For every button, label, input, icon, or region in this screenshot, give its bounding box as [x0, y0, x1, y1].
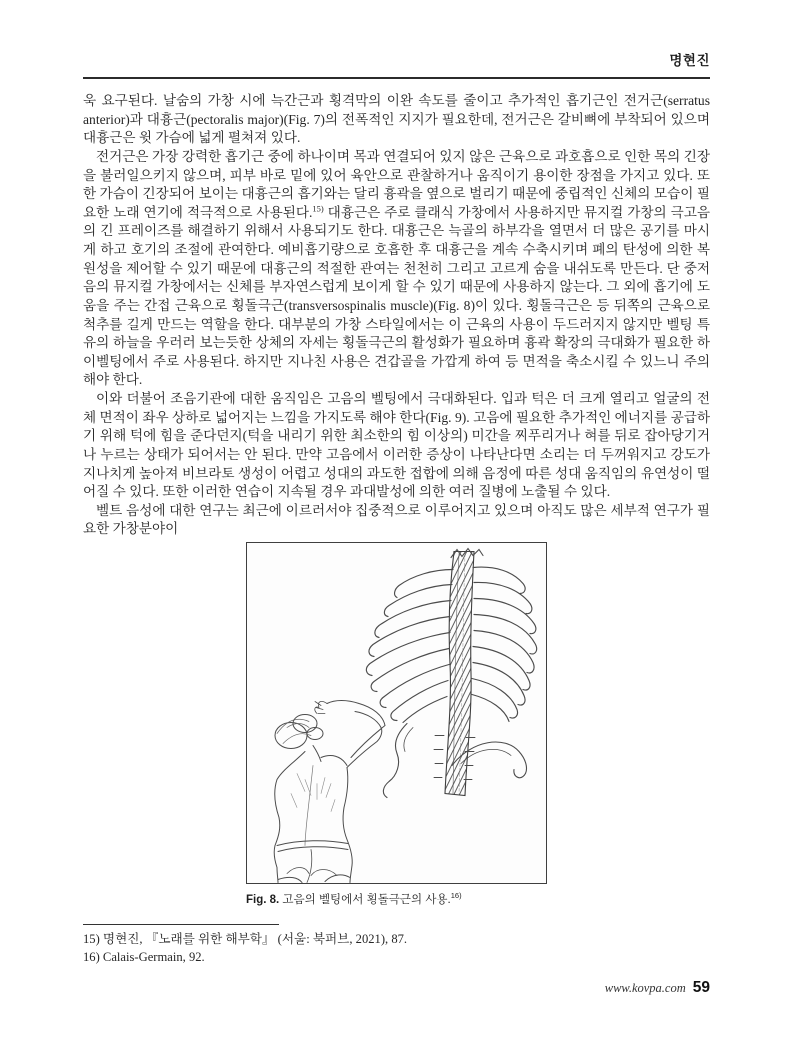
footnote-ref: 15) — [312, 203, 324, 214]
footnote-separator — [83, 924, 279, 925]
footer-website: www.kovpa.com — [604, 981, 686, 995]
footnote: 16) Calais-Germain, 92. — [83, 950, 205, 965]
figure-box — [246, 542, 547, 884]
paragraph: 욱 요구된다. 날숨의 가창 시에 늑간근과 횡격막의 이완 속도를 줄이고 추가적인 흡기근인 전거근(serratus anterior)과 대흉근(pectoralis major)(Fig. 7)의 전폭적인 지지가 필요한데, 전거근은 갈비뼈에 부착되어 있으며 대흉근은 윗 가슴에 넓게 펼쳐져 있다. — [83, 93, 710, 146]
footnotes — [83, 930, 623, 967]
footnote: 15) 명현진, 『노래를 위한 해부학』 (서울: 북퍼브, 2021), 87. — [83, 932, 408, 946]
left-ribs — [366, 570, 453, 723]
spine-muscle-band — [445, 552, 474, 796]
header-rule — [83, 77, 710, 79]
figure-illustration — [247, 543, 546, 883]
body-text — [83, 92, 710, 539]
paragraph: 이와 더불어 조음기관에 대한 움직임은 고음의 벨팅에서 극대화된다. 입과 턱은 더 크게 열리고 얼굴의 전체 면적이 좌우 상하로 넓어지는 느낌을 가지도록 해야 한다(Fig. 9). 고음에 필요한 추가적인 에너지를 공급하기 위해 턱에 힘을 준다던지(턱을 내리기 위한 최소한의 힘 이상의) 미간을 찌푸리거나 혀를 뒤로 잡아당기거나 누르는 상태가 되어서는 안 된다. 만약 고음에서 이러한 증상이 나타난다면 소리는 더 두꺼워지고 강도가 지나치게 높아져 비브라토 생성이 어렵고 성대의 과도한 접합에 의해 음정에 따른 성대 움직임의 유연성이 떨어질 수 있다. 또한 이러한 연습이 지속될 경우 과대발성에 의한 여러 질병에 노출될 수 있다. — [83, 391, 710, 500]
singer-back-view — [274, 701, 385, 883]
paragraph: 전거근은 가장 강력한 흡기근 중에 하나이며 목과 연결되어 있지 않은 근육으로 과호흡으로 인한 목의 긴장을 불러일으키지 않으며, 피부 바로 밑에 있어 육안으로 관찰하거나 움직이기 용이한 장점을 가지고 있다. 또한 가슴이 긴장되어 보이는 대흉근의 흡기와는 달리 흉곽을 옆으로 벌리기 때문에 중립적인 신체의 모습이 필요한 노래 연기에 적극적으로 사용된다.$^{15)}$ 대흉근은 주로 클래식 가창에서 사용하지만 뮤지컬 가창의 극고음의 긴 프레이즈를 해결하기 위해서 사용되기도 한다. 대흉근은 늑골의 하부각을 열면서 더 많은 공기를 마시게 하고 호기의 조절에 관여한다. 예비흡기량으로 호흡한 후 대흉근을 계속 수축시키며 폐의 탄성에 의한 복원성을 제어할 수 있기 때문에 대흉근의 적절한 관여는 천천히 그리고 고르게 숨을 내쉬도록 만든다. 단 중저음의 뮤지컬 가창에서는 신체를 부자연스럽게 보이게 할 수 있기 때문에 사용하지 않는다. 그 외에 흡기에 도움을 주는 간접 근육으로 횡돌극근(transversospinalis muscle)(Fig. 8)이 있다. 횡돌극근은 등 뒤쪽의 근육으로 척추를 길게 만드는 역할을 한다. 대부분의 가창 스타일에서는 이 근육의 사용이 두드러지지 않지만 벨팅 특유의 하늘을 우러러 보는듯한 상체의 자세는 횡돌극근의 활성화가 필요하며 흉곽 확장의 극대화가 필요한 하이벨팅에서 주로 사용된다. 하지만 지나친 사용은 견갑골을 가깝게 하여 등 면적을 축소시킬 수 있느니 주의해야 한다. — [83, 148, 710, 388]
sacrum-outline — [383, 724, 407, 798]
right-ribs — [472, 567, 537, 721]
page-number: 59 — [692, 979, 710, 996]
figure-caption — [246, 891, 716, 907]
running-head-author: 명현진 — [669, 53, 710, 68]
page-footer — [605, 979, 710, 997]
figure-caption-footnote-ref: 16) — [450, 891, 462, 901]
figure-caption-text: 고음의 벨팅에서 횡돌극근의 사용. — [279, 894, 451, 906]
figure-caption-label: Fig. 8. — [246, 894, 280, 906]
paragraph: 벨트 음성에 대한 연구는 최근에 이르러서야 집중적으로 이루어지고 있으며 아직도 많은 세부적 연구가 필요한 가창분야이 — [83, 502, 710, 537]
